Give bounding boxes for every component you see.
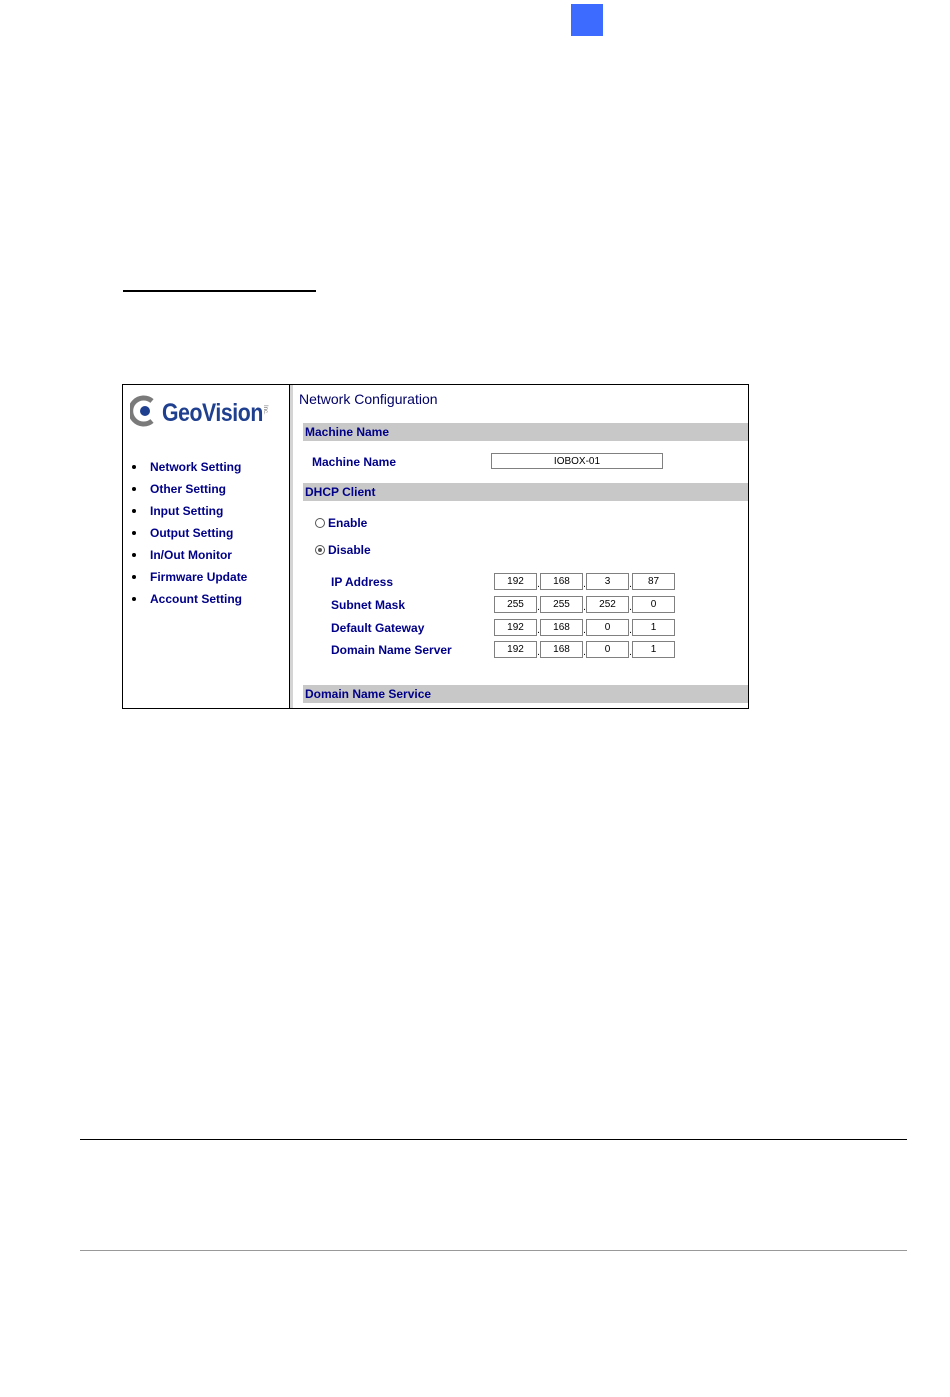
bullet-icon	[132, 531, 136, 535]
sidebar-item-label[interactable]: Other Setting	[150, 482, 227, 496]
footer-rule-bottom	[80, 1250, 907, 1251]
octet-separator: .	[583, 647, 586, 658]
bullet-icon	[132, 575, 136, 579]
default-gateway-octet-4[interactable]: 1	[632, 619, 675, 636]
sidebar	[123, 385, 290, 708]
octet-separator: .	[629, 579, 632, 590]
main-content	[293, 385, 748, 708]
sidebar-item-label[interactable]: Network Setting	[150, 460, 242, 474]
octet-separator: .	[583, 625, 586, 636]
subnet-mask-label: Subnet Mask	[331, 598, 406, 612]
ip-address-octet-3[interactable]: 3	[586, 573, 629, 590]
sidebar-nav	[123, 461, 247, 615]
domain-name-server-octet-1[interactable]: 192	[494, 641, 537, 658]
page-corner-marker	[571, 4, 603, 36]
machine-name-input[interactable]: IOBOX-01	[491, 453, 663, 469]
network-configuration-screenshot	[122, 384, 749, 709]
default-gateway-octet-2[interactable]: 168	[540, 619, 583, 636]
bullet-icon	[132, 509, 136, 513]
sidebar-item-output-setting[interactable]	[123, 527, 247, 549]
sidebar-item-inout-monitor[interactable]	[123, 549, 247, 571]
dhcp-disable-option[interactable]	[315, 543, 371, 557]
octet-separator: .	[537, 625, 540, 636]
sidebar-item-network-setting[interactable]	[123, 461, 247, 483]
ip-address-octet-1[interactable]: 192	[494, 573, 537, 590]
dhcp-disable-radio[interactable]	[315, 545, 325, 555]
section-dhcp-client: DHCP Client	[303, 483, 748, 501]
ip-address-field	[494, 573, 675, 590]
domain-name-server-field	[494, 641, 675, 658]
sidebar-item-other-setting[interactable]	[123, 483, 247, 505]
sidebar-item-input-setting[interactable]	[123, 505, 247, 527]
logo-text: GeoVision	[162, 399, 263, 427]
subnet-mask-field	[494, 596, 675, 613]
dhcp-disable-label: Disable	[328, 543, 371, 557]
default-gateway-octet-1[interactable]: 192	[494, 619, 537, 636]
octet-separator: .	[629, 647, 632, 658]
sidebar-item-label[interactable]: Account Setting	[150, 592, 242, 606]
octet-separator: .	[537, 579, 540, 590]
domain-name-server-label: Domain Name Server	[331, 643, 452, 657]
bullet-icon	[132, 597, 136, 601]
bullet-icon	[132, 487, 136, 491]
sidebar-item-label[interactable]: Firmware Update	[150, 570, 248, 584]
dhcp-enable-radio[interactable]	[315, 518, 325, 528]
octet-separator: .	[583, 602, 586, 613]
domain-name-server-octet-4[interactable]: 1	[632, 641, 675, 658]
subnet-mask-octet-3[interactable]: 252	[586, 596, 629, 613]
octet-separator: .	[537, 647, 540, 658]
machine-name-label: Machine Name	[312, 455, 397, 469]
ip-address-label: IP Address	[331, 575, 394, 589]
page-title: Network Configuration	[299, 391, 438, 407]
default-gateway-label: Default Gateway	[331, 621, 425, 635]
octet-separator: .	[583, 579, 586, 590]
default-gateway-field	[494, 619, 675, 636]
octet-separator: .	[629, 625, 632, 636]
octet-separator: .	[629, 602, 632, 613]
sidebar-item-label[interactable]: Input Setting	[150, 504, 224, 518]
heading-underline	[123, 290, 316, 292]
section-domain-name-service: Domain Name Service	[303, 685, 748, 703]
ip-address-octet-2[interactable]: 168	[540, 573, 583, 590]
subnet-mask-octet-2[interactable]: 255	[540, 596, 583, 613]
domain-name-server-octet-3[interactable]: 0	[586, 641, 629, 658]
geovision-logo-icon	[130, 395, 160, 427]
sidebar-item-label[interactable]: In/Out Monitor	[150, 548, 232, 562]
ip-address-octet-4[interactable]: 87	[632, 573, 675, 590]
dhcp-enable-option[interactable]	[315, 516, 367, 530]
sidebar-item-account-setting[interactable]	[123, 593, 247, 615]
logo-suffix: Inc.	[262, 405, 268, 415]
default-gateway-octet-3[interactable]: 0	[586, 619, 629, 636]
domain-name-server-octet-2[interactable]: 168	[540, 641, 583, 658]
subnet-mask-octet-1[interactable]: 255	[494, 596, 537, 613]
sidebar-item-label[interactable]: Output Setting	[150, 526, 234, 540]
geovision-logo	[130, 395, 280, 435]
dhcp-enable-label: Enable	[328, 516, 368, 530]
section-machine-name: Machine Name	[303, 423, 748, 441]
bullet-icon	[132, 553, 136, 557]
octet-separator: .	[537, 602, 540, 613]
subnet-mask-octet-4[interactable]: 0	[632, 596, 675, 613]
sidebar-item-firmware-update[interactable]	[123, 571, 247, 593]
footer-rule-top	[80, 1139, 907, 1140]
bullet-icon	[132, 465, 136, 469]
